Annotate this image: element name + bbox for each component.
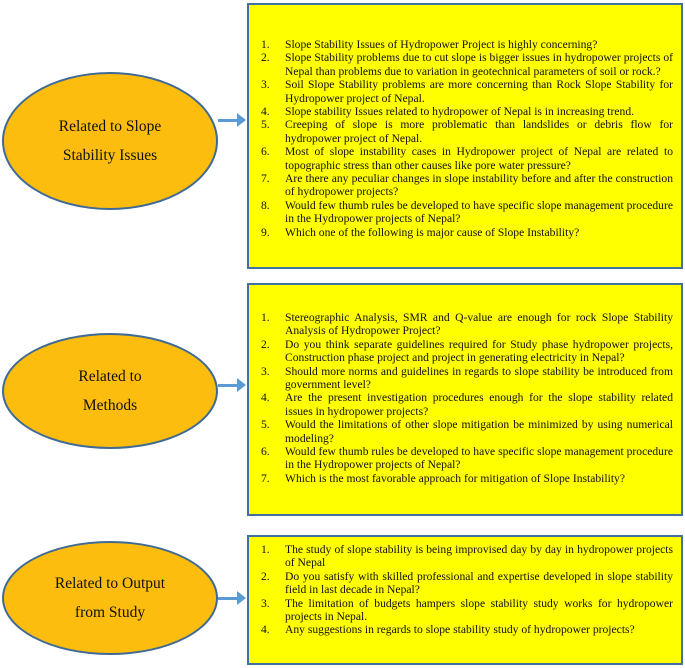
question-number: 4. <box>261 105 270 119</box>
question-item <box>261 570 673 597</box>
category-label <box>35 569 185 627</box>
question-item <box>261 38 673 51</box>
question-number: 5. <box>261 418 270 432</box>
category-ellipse-methods <box>2 333 218 449</box>
question-number: 2. <box>261 51 270 65</box>
question-number: 1. <box>261 38 270 51</box>
question-number: 4. <box>261 391 270 405</box>
question-list <box>261 543 673 637</box>
question-text: Creeping of slope is more problematic than landslides or debris flow for hydropower project of Nepal. <box>285 118 673 145</box>
question-number: 2. <box>261 569 270 583</box>
question-item <box>261 78 673 105</box>
question-item <box>261 311 673 338</box>
category-label-line: Related to Slope <box>58 118 162 135</box>
question-text: Do you satisfy with skilled professional and expertise developed in slope stability field in last decade in Nepal? <box>285 569 673 597</box>
question-text: Slope Stability Issues of Hydropower Project is highly concerning? <box>285 38 598 51</box>
question-number: 5. <box>261 118 270 132</box>
category-label-line: from Study <box>74 604 146 621</box>
question-item <box>261 172 673 199</box>
category-ellipse-output-from-study <box>2 541 218 655</box>
question-item <box>261 365 673 392</box>
question-text: Would the limitations of other slope mitigation be minimized by using numerical modeling? <box>285 418 673 445</box>
question-text: Which is the most favorable approach for mitigation of Slope Instability? <box>285 471 625 485</box>
questions-box-output-from-study <box>247 535 683 665</box>
question-item <box>261 445 673 472</box>
questions-box-methods <box>247 283 683 516</box>
question-item <box>261 51 673 78</box>
question-item <box>261 226 673 239</box>
question-text: Should more norms and guidelines in regards to slope stability be introduced from government level? <box>285 364 673 392</box>
question-text: Which one of the following is major cause of Slope Instability? <box>285 225 580 239</box>
question-item <box>261 391 673 418</box>
question-number: 3. <box>261 78 270 92</box>
question-item <box>261 623 673 636</box>
category-label-line: Related to Output <box>54 575 166 592</box>
category-label-line: Methods <box>82 397 138 414</box>
arrow-right-icon <box>218 384 243 387</box>
question-item <box>261 199 673 226</box>
question-item <box>261 118 673 145</box>
question-item <box>261 418 673 445</box>
question-number: 8. <box>261 198 270 212</box>
question-number: 3. <box>261 596 270 610</box>
question-text: Are there any peculiar changes in slope instability before and after the construction of hydropower projects? <box>285 172 673 199</box>
question-list <box>261 311 673 485</box>
question-item <box>261 105 673 118</box>
question-item <box>261 472 673 485</box>
question-list <box>261 38 673 239</box>
category-label <box>35 112 185 170</box>
question-text: Slope stability Issues related to hydropower of Nepal is in increasing trend. <box>285 105 635 119</box>
category-label-line: Related to <box>78 368 142 385</box>
question-item <box>261 145 673 172</box>
arrow-right-icon <box>218 119 243 122</box>
question-text: Would few thumb rules be developed to have specific slope management procedure in the Hydropower projects of Nepal? <box>285 198 673 226</box>
question-item <box>261 543 673 570</box>
question-text: The study of slope stability is being improvised day by day in hydropower projects of Nepal <box>285 543 673 570</box>
question-text: Do you think separate guidelines required for Study phase hydropower projects, Construction phase project and project in generating electricity in Nepal? <box>285 337 673 365</box>
question-number: 7. <box>261 172 270 186</box>
question-item <box>261 338 673 365</box>
question-number: 9. <box>261 225 270 239</box>
question-number: 3. <box>261 364 270 378</box>
question-number: 1. <box>261 311 270 324</box>
question-number: 2. <box>261 337 270 351</box>
question-text: The limitation of budgets hampers slope stability study works for hydropower projects in Nepal. <box>285 596 673 624</box>
question-text: Slope Stability problems due to cut slope is bigger issues in hydropower projects of Nepal than problems due to variation in geotechnical parameters of soil or rock.? <box>285 51 673 78</box>
question-number: 4. <box>261 623 270 637</box>
question-text: Are the present investigation procedures enough for the slope stability related issues in hydropower projects? <box>285 391 673 418</box>
question-text: Most of slope instability cases in Hydropower project of Nepal are related to topographic stress than other causes like pore water pressure? <box>285 145 673 172</box>
category-ellipse-slope-stability-issues <box>2 72 218 210</box>
question-item <box>261 597 673 624</box>
question-number: 6. <box>261 445 270 459</box>
arrow-right-icon <box>218 597 243 600</box>
category-label <box>35 362 185 420</box>
question-number: 1. <box>261 543 270 556</box>
question-text: Soil Slope Stability problems are more concerning than Rock Slope Stability for Hydropower project of Nepal. <box>285 78 673 105</box>
question-number: 7. <box>261 471 270 485</box>
question-number: 6. <box>261 145 270 159</box>
question-text: Stereographic Analysis, SMR and Q-value are enough for rock Slope Stability Analysis of Hydropower Project? <box>285 311 673 338</box>
questions-box-slope-stability-issues <box>247 3 683 269</box>
category-label-line: Stability Issues <box>62 147 158 164</box>
question-text: Would few thumb rules be developed to have specific slope management procedure in the Hydropower projects of Nepal? <box>285 445 673 472</box>
question-text: Any suggestions in regards to slope stability study of hydropower projects? <box>285 623 635 637</box>
